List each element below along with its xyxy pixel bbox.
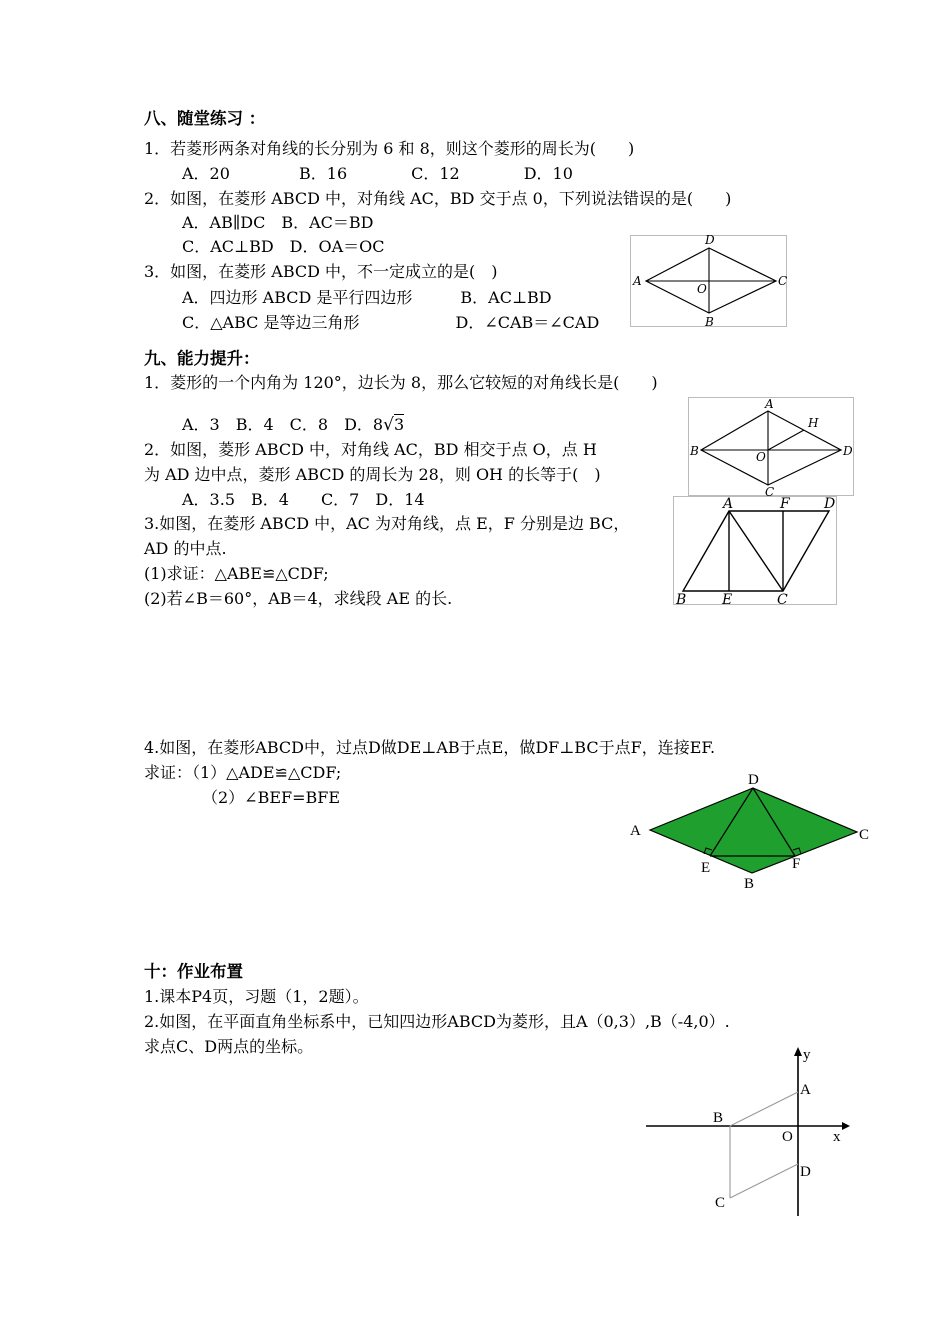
label-b: B <box>744 876 755 892</box>
sec9-q1-options-text: A．3 B．4 C．8 D．8 <box>182 415 384 434</box>
section-10-title: 十：作业布置 <box>144 962 243 981</box>
side-cd <box>730 1164 798 1198</box>
coordinate-rhombus-figure <box>640 1040 860 1220</box>
sec9-question-2-options: A．3.5 B．4 C．7 D．14 <box>182 490 425 509</box>
sec9-question-3-line-2: AD 的中点. <box>144 539 227 558</box>
sec8-question-3-options-a: A．四边形 ABCD 是平行四边形 B．AC⊥BD <box>182 288 552 307</box>
label-d: D <box>705 235 715 247</box>
label-b: B <box>713 1110 724 1126</box>
label-y: y <box>803 1047 811 1063</box>
section-8-title: 八、随堂练习 ： <box>144 109 266 128</box>
green-rhombus-figure <box>620 768 880 896</box>
sec9-question-4-line-3: （2）∠BEF=BFE <box>202 788 341 807</box>
sec8-question-2: 2．如图，在菱形 ABCD 中，对角线 AC，BD 交于点 0，下列说法错误的是( ) <box>144 189 732 208</box>
sqrt-sign: √ <box>383 415 394 435</box>
sec8-question-3-options-b: C．△ABC 是等边三角形 D．∠CAB＝∠CAD <box>182 313 600 332</box>
label-b: B <box>705 315 714 328</box>
label-e: E <box>701 860 711 876</box>
label-d: D <box>824 496 836 512</box>
label-f: F <box>792 856 801 872</box>
label-o: O <box>697 282 707 296</box>
sec8-question-3: 3．如图，在菱形 ABCD 中，不一定成立的是( ) <box>144 262 498 281</box>
label-a: A <box>800 1082 811 1098</box>
sqrt-radicand: 3 <box>393 415 405 434</box>
sec9-question-4-line-2: 求证：（1）△ADE≌△CDF; <box>144 763 342 782</box>
sec9-question-1: 1．菱形的一个内角为 120°，边长为 8，那么它较短的对角线长是( ) <box>144 373 658 392</box>
rhombus-figure-1 <box>630 235 788 328</box>
sec8-question-2-options-a: A．AB∥DC B．AC＝BD <box>182 213 374 232</box>
label-a: A <box>633 274 642 288</box>
sec10-question-1: 1.课本P4页，习题（1，2题）。 <box>144 987 369 1006</box>
section-9-title: 九、能力提升： <box>144 349 260 368</box>
label-f: F <box>780 496 790 512</box>
label-x: x <box>833 1129 841 1145</box>
sec8-question-1-options: A．20 B．16 C．12 D．10 <box>182 164 573 183</box>
label-c: C <box>715 1195 726 1211</box>
label-e: E <box>722 592 733 606</box>
sec9-question-2-line-1: 2．如图，菱形 ABCD 中，对角线 AC，BD 相交于点 O，点 H <box>144 440 597 459</box>
sec9-question-3-part-2: (2)若∠B＝60°，AB＝4，求线段 AE 的长. <box>144 589 453 608</box>
label-c: C <box>765 485 775 497</box>
label-b: B <box>690 444 699 458</box>
label-d: D <box>800 1164 811 1180</box>
label-h: H <box>808 416 819 430</box>
rhombus-figure-3 <box>673 496 838 606</box>
y-axis-arrow <box>794 1047 802 1056</box>
label-a: A <box>630 823 641 839</box>
x-axis-arrow <box>842 1122 850 1130</box>
sec9-question-1-options <box>182 415 404 435</box>
sec8-question-2-options-b: C．AC⊥BD D．OA＝OC <box>182 237 385 256</box>
label-d: D <box>843 444 853 458</box>
rhombus-figure-2 <box>688 397 855 497</box>
rhombus-fill <box>650 788 857 873</box>
label-d: D <box>748 772 759 788</box>
sec8-question-1: 1．若菱形两条对角线的长分别为 6 和 8，则这个菱形的周长为( ) <box>144 139 635 158</box>
label-a: A <box>765 397 774 411</box>
side-ab <box>730 1092 798 1126</box>
sec10-question-2-line-1: 2.如图，在平面直角坐标系中，已知四边形ABCD为菱形，且A（0,3）,B（-4,0）. <box>144 1012 730 1031</box>
sec9-question-4-line-1: 4.如图，在菱形ABCD中，过点D做DE⊥AB于点E，做DF⊥BC于点F，连接EF. <box>144 738 716 757</box>
label-c: C <box>778 274 788 288</box>
label-a: A <box>723 496 734 512</box>
label-o: O <box>756 450 766 464</box>
sec9-question-3-line-1: 3.如图，在菱形 ABCD 中，AC 为对角线，点 E，F 分别是边 BC， <box>144 514 630 533</box>
sec9-question-3-part-1: (1)求证：△ABE≌△CDF; <box>144 564 329 583</box>
sec10-question-2-line-2: 求点C、D两点的坐标。 <box>144 1037 314 1056</box>
label-c: C <box>859 827 870 843</box>
label-b: B <box>676 592 687 606</box>
label-c: C <box>777 592 788 606</box>
sec9-question-2-line-2: 为 AD 边中点，菱形 ABCD 的周长为 28，则 OH 的长等于( ) <box>144 465 601 484</box>
label-o: O <box>782 1129 793 1145</box>
